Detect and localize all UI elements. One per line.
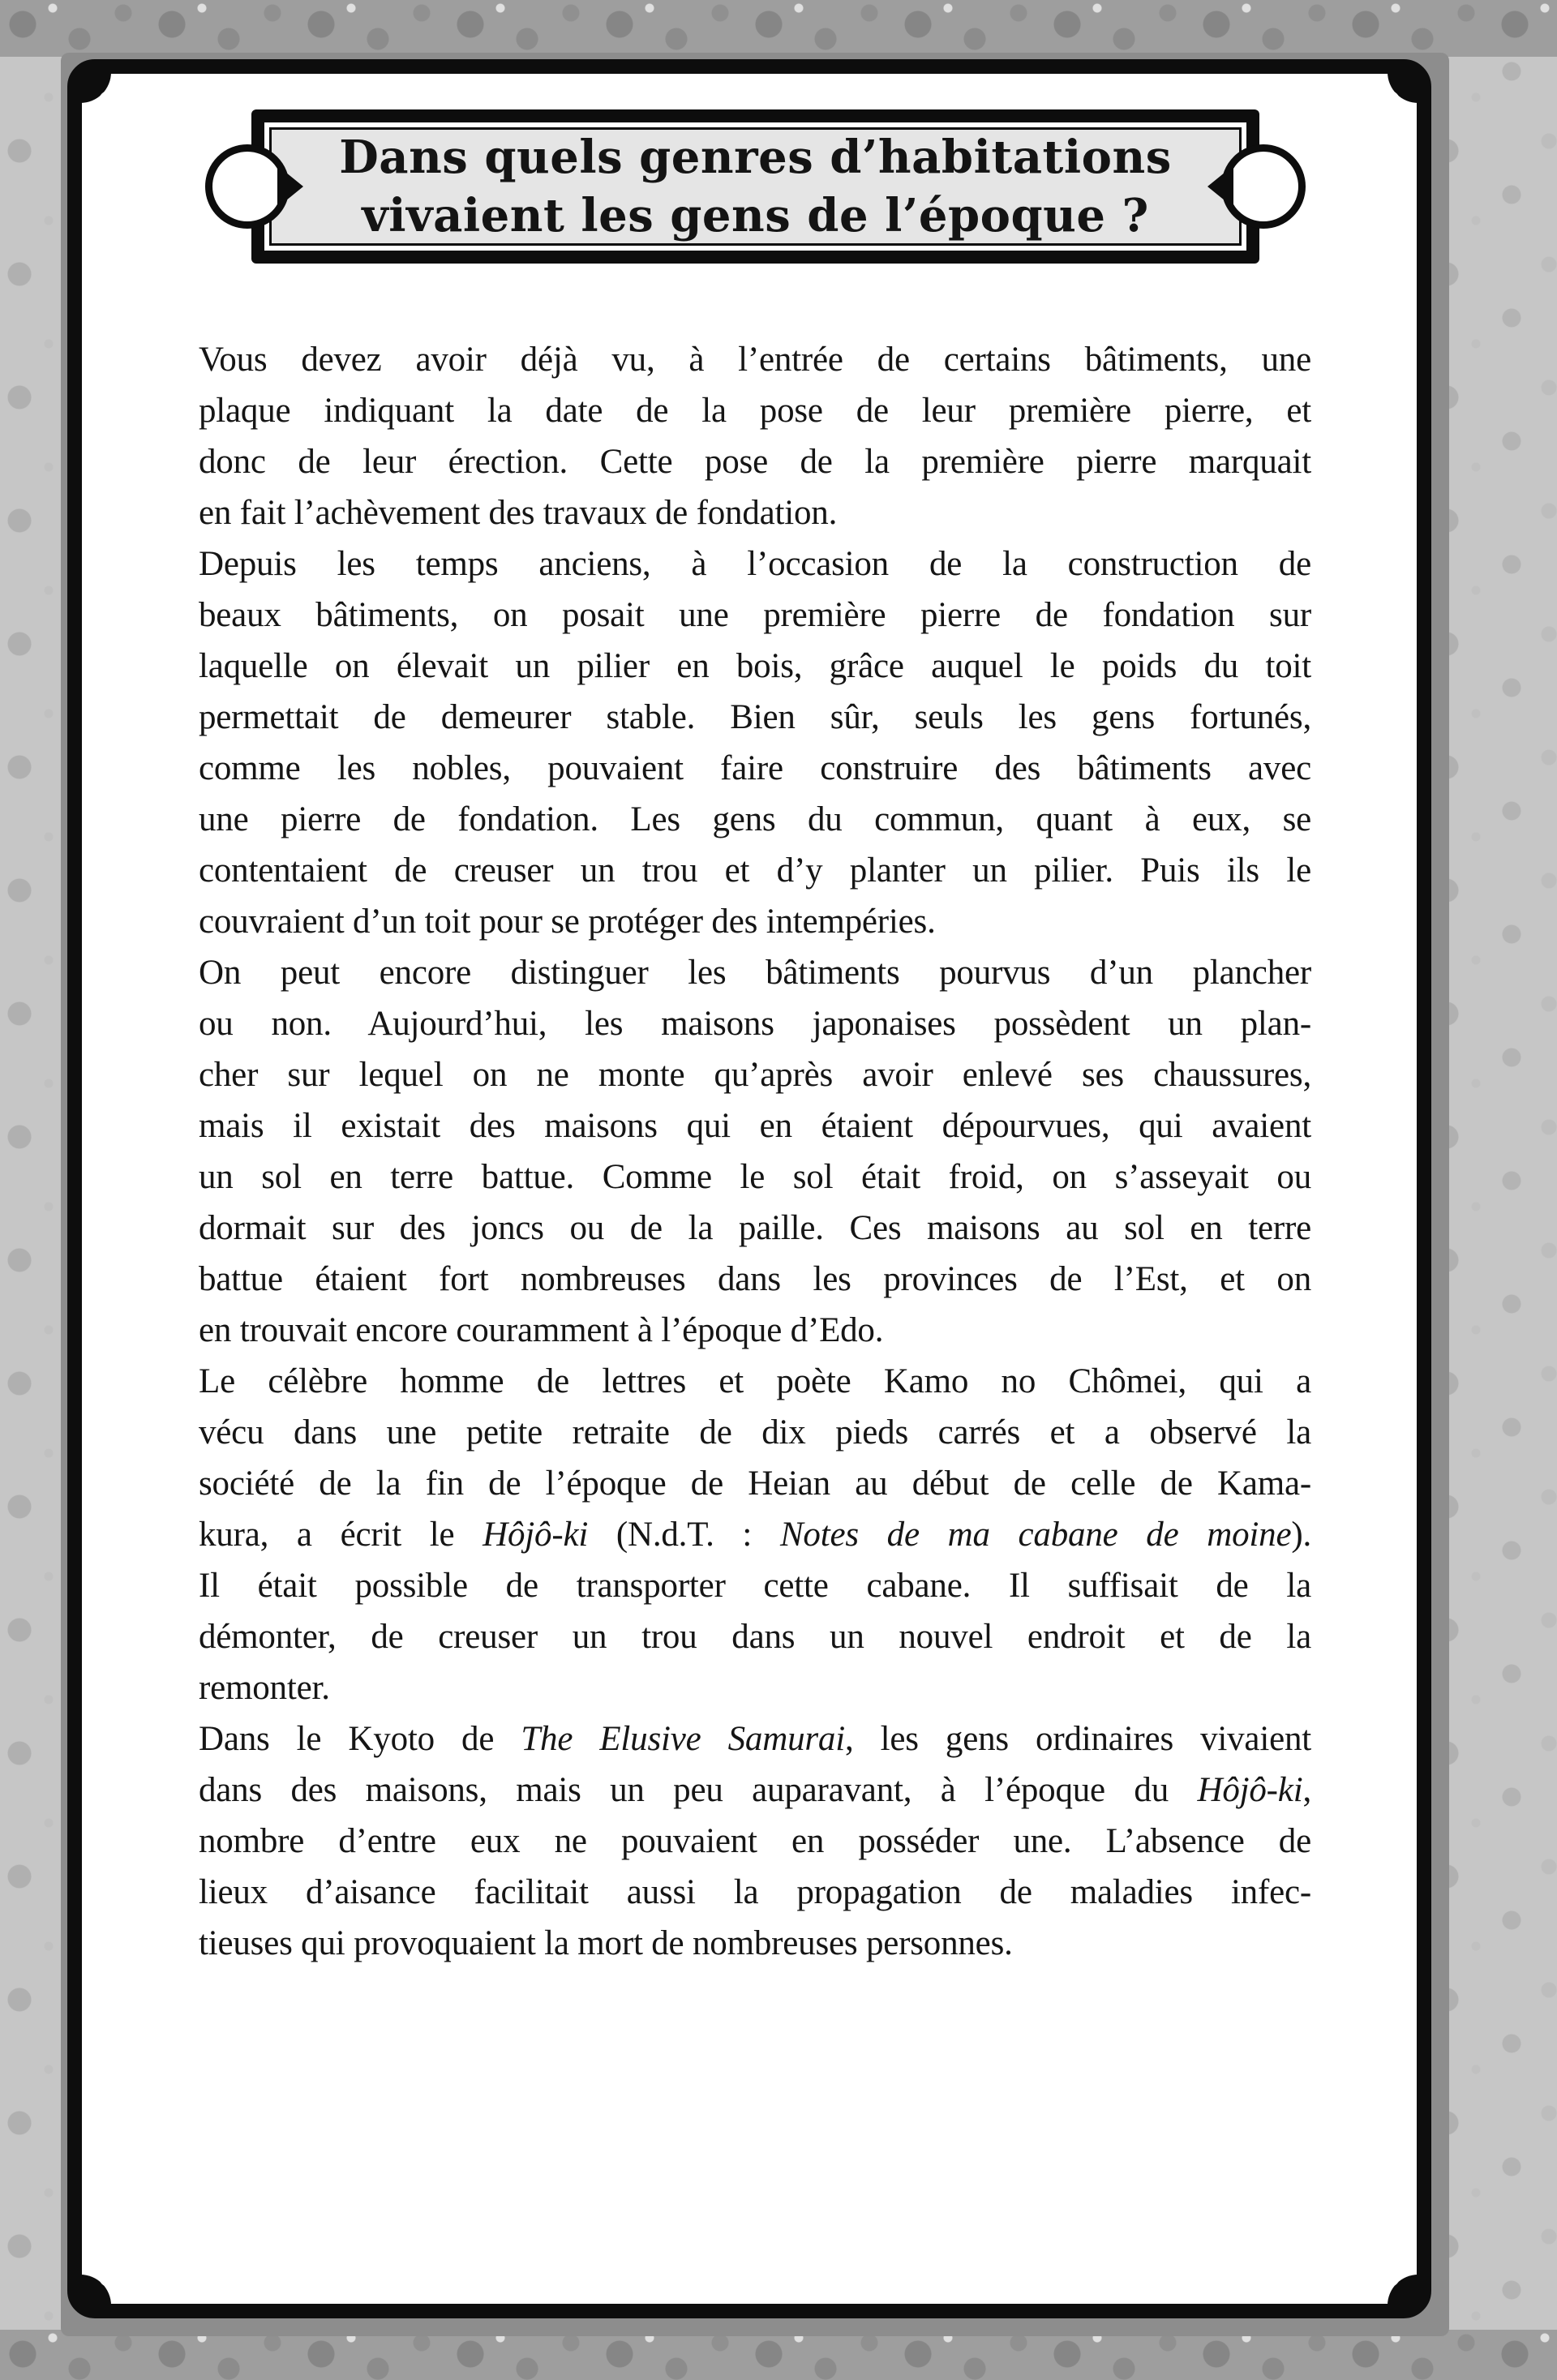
page-card bbox=[67, 59, 1431, 2318]
corner-flourish-top-right bbox=[1388, 72, 1418, 103]
text-line: couvraient d’un toit pour se protéger des intempéries. bbox=[199, 903, 936, 941]
text-line: laquelle on élevait un pilier en bois, grâce auquel le poids du toit bbox=[199, 647, 1311, 685]
text-line: Dans le Kyoto de The Elusive Samurai, les gens ordinaires vivaient bbox=[199, 1720, 1311, 1758]
text-line: battue étaient fort nombreuses dans les provinces de l’Est, et on bbox=[199, 1260, 1311, 1298]
card-shadow-frame bbox=[61, 53, 1449, 2336]
text-line: comme les nobles, pouvaient faire construire des bâtiments avec bbox=[199, 749, 1311, 787]
text-line: remonter. bbox=[199, 1669, 330, 1707]
text-line: beaux bâtiments, on posait une première pierre de fondation sur bbox=[199, 596, 1311, 634]
text-line: On peut encore distinguer les bâtiments pourvus d’un plancher bbox=[199, 954, 1311, 992]
text-line: vécu dans une petite retraite de dix pieds carrés et a observé la bbox=[199, 1413, 1311, 1452]
text-line: Le célèbre homme de lettres et poète Kamo no Chômei, qui a bbox=[199, 1362, 1311, 1400]
text-line: contentaient de creuser un trou et d’y planter un pilier. Puis ils le bbox=[199, 851, 1311, 890]
article-body bbox=[199, 334, 1311, 1969]
text-line: ou non. Aujourd’hui, les maisons japonaises possèdent un plan- bbox=[199, 1005, 1311, 1043]
corner-flourish-bottom-left bbox=[80, 2275, 111, 2305]
text-line: permettait de demeurer stable. Bien sûr, seuls les gens fortunés, bbox=[199, 698, 1311, 736]
top-ornament-band bbox=[0, 0, 1557, 57]
text-line: démonter, de creuser un trou dans un nouvel endroit et de la bbox=[199, 1618, 1311, 1656]
text-line: tieuses qui provoquaient la mort de nombreuses personnes. bbox=[199, 1924, 1013, 1962]
text-line: nombre d’entre eux ne pouvaient en posséder une. L’absence de bbox=[199, 1822, 1311, 1860]
page-title bbox=[251, 109, 1259, 264]
text-line: plaque indiquant la date de la pose de leur première pierre, et bbox=[199, 392, 1311, 430]
title-plate bbox=[251, 109, 1259, 264]
text-line: société de la fin de l’époque de Heian au début de celle de Kama- bbox=[199, 1464, 1311, 1503]
text-line: un sol en terre battue. Comme le sol était froid, on s’asseyait ou bbox=[199, 1158, 1311, 1196]
text-line: donc de leur érection. Cette pose de la première pierre marquait bbox=[199, 443, 1311, 481]
corner-flourish-top-left bbox=[80, 72, 111, 103]
text-line: Depuis les temps anciens, à l’occasion de la construction de bbox=[199, 545, 1311, 583]
text-line: en trouvait encore couramment à l’époque d’Edo. bbox=[199, 1311, 884, 1349]
text-line: cher sur lequel on ne monte qu’après avoir enlevé ses chaussures, bbox=[199, 1056, 1311, 1094]
text-line: lieux d’aisance facilitait aussi la propagation de maladies infec- bbox=[199, 1873, 1311, 1911]
text-line: kura, a écrit le Hôjô-ki (N.d.T. : Notes de ma cabane de moine). bbox=[199, 1516, 1311, 1554]
text-line: dormait sur des joncs ou de la paille. Ces maisons au sol en terre bbox=[199, 1209, 1311, 1247]
bottom-ornament-band bbox=[0, 2330, 1557, 2380]
text-line: une pierre de fondation. Les gens du commun, quant à eux, se bbox=[199, 800, 1311, 838]
text-line: Il était possible de transporter cette cabane. Il suffisait de la bbox=[199, 1567, 1311, 1605]
corner-flourish-bottom-right bbox=[1388, 2275, 1418, 2305]
text-line: mais il existait des maisons qui en étaient dépourvues, qui avaient bbox=[199, 1107, 1311, 1145]
page-title-line-2: vivaient les gens de l’époque ? bbox=[362, 189, 1149, 242]
text-line: dans des maisons, mais un peu auparavant, à l’époque du Hôjô-ki, bbox=[199, 1771, 1311, 1809]
text-line: en fait l’achèvement des travaux de fondation. bbox=[199, 494, 838, 532]
text-line: Vous devez avoir déjà vu, à l’entrée de certains bâtiments, une bbox=[199, 341, 1311, 379]
page-title-line-1: Dans quels genres d’habitations bbox=[339, 131, 1172, 184]
